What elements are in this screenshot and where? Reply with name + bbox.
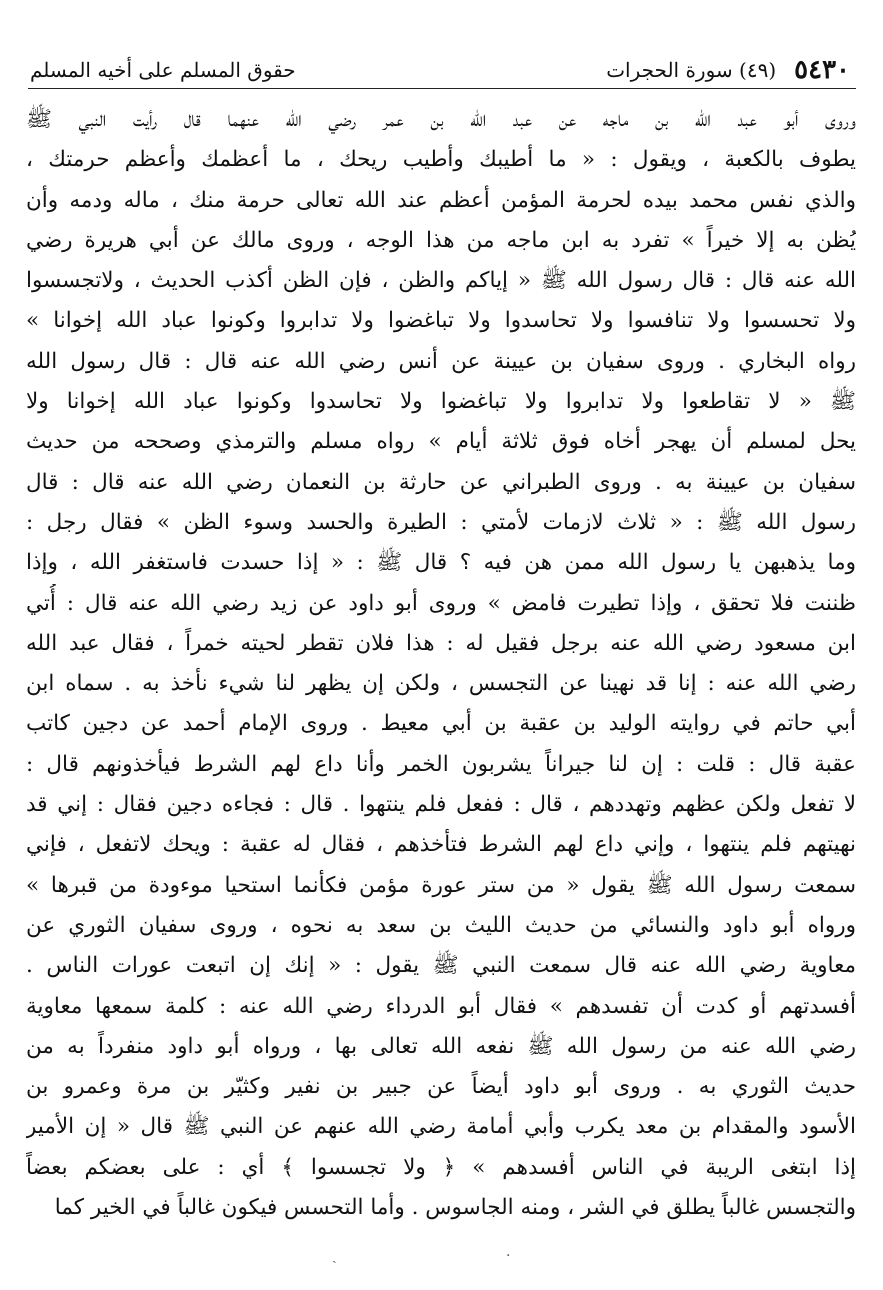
- text-line: ولا تحسسوا ولا تنافسوا ولا تحاسدوا ولا تباغضوا ولا تدابروا وكونوا عباد الله إخوانا »: [26, 308, 856, 334]
- text-line: يحل لمسلم أن يهجر أخاه فوق ثلاثة أيام » رواه مسلم والترمذي وصححه من حديث: [26, 429, 856, 455]
- text-line: الأسود والمقدام بن معد يكرب وأبي أمامة رضي الله عنهم عن النبي ﷺ قال « إن الأمير: [26, 1114, 856, 1140]
- page-header: [30, 52, 850, 88]
- text-line: حديث الثوري به . وروى أبو داود أيضاً عن جبير بن نفير وكثيّر بن مرة وعمرو بن: [26, 1074, 856, 1100]
- text-line: رضي الله عنه : إنا قد نهينا عن التجسس ، ولكن إن يظهر لنا شيء نأخذ به . سماه ابن: [26, 671, 856, 697]
- footer-mark: ˎ: [332, 1248, 337, 1264]
- text-line: عقبة قال : قلت : إن لنا جيراناً يشربون الخمر وأنا داع لهم الشرط فيأخذونهم قال :: [26, 751, 856, 777]
- footer-mark: ·: [506, 1248, 511, 1264]
- text-line: سمعت رسول الله ﷺ يقول « من ستر عورة مؤمن فكأنما استحيا موءودة من قبرها »: [26, 872, 856, 898]
- text-line: يُظن به إلا خيراً » تفرد به ابن ماجه من هذا الوجه ، وروى مالك عن أبي هريرة رضي: [26, 227, 856, 253]
- text-line: نهيتهم فلم ينتهوا ، وإني داع لهم الشرط فتأخذهم ، فقال له عقبة : ويحك لاتفعل ، فإني: [26, 832, 856, 858]
- text-line: ظننت فلا تحقق ، وإذا تطيرت فامض » وروى أبو داود عن زيد رضي الله عنه قال : أُتي: [26, 590, 856, 616]
- text-line: رواه البخاري . وروى سفيان بن عيينة عن أنس رضي الله عنه قال : قال رسول الله: [26, 348, 856, 374]
- surah-title: (٤٩) سورة الحجرات: [606, 58, 777, 82]
- text-line: ابن مسعود رضي الله عنه برجل فقيل له : هذا فلان تقطر لحيته خمراً ، فقال عبد الله: [26, 630, 856, 656]
- text-line: لا تفعل ولكن عظهم وتهددهم ، قال : ففعل فلم ينتهوا . قال : فجاءه دجين فقال : إني قد: [26, 792, 856, 818]
- header-rule: [28, 88, 856, 89]
- text-line: ﷺ « لا تقاطعوا ولا تدابروا ولا تباغضوا ولا تحاسدوا وكونوا عباد الله إخوانا ولا: [26, 389, 856, 415]
- text-line: والتجسس غالباً يطلق في الشر ، ومنه الجاسوس . وأما التحسس فيكون غالباً في الخير كما: [54, 1195, 856, 1221]
- running-title: حقوق المسلم على أخيه المسلم: [30, 58, 296, 82]
- text-line: أفسدتهم أو كدت أن تفسدهم » فقال أبو الدرداء رضي الله عنه : كلمة سمعها معاوية: [26, 993, 856, 1019]
- text-line: يطوف بالكعبة ، ويقول : « ما أطيبك وأطيب ريحك ، ما أعظمك وأعظم حرمتك ،: [26, 147, 856, 173]
- body-text: [26, 100, 856, 1228]
- text-line: ورواه أبو داود والنسائي من حديث الليث بن سعد به نحوه ، وروى سفيان الثوري عن: [26, 912, 856, 938]
- text-line: أبي حاتم في روايته الوليد بن عقبة بن أبي معيط . وروى الإمام أحمد عن دجين كاتب: [26, 711, 856, 737]
- text-line: إذا ابتغى الريبة في الناس أفسدهم » ﴿ ولا تجسسوا ﴾ أي : على بعضكم بعضاً: [26, 1154, 856, 1180]
- text-line: وروى أبو عبد الله بن ماجه عن عبد الله بن عمر رضي الله عنهما قال رأيت النبي ﷺ: [26, 107, 856, 132]
- page-number: ٥٤٣٠: [794, 55, 850, 85]
- text-line: الله عنه قال : قال رسول الله ﷺ « إياكم والظن ، فإن الظن أكذب الحديث ، ولاتجسسوا: [26, 268, 856, 294]
- text-line: معاوية رضي الله عنه قال سمعت النبي ﷺ يقول : « إنك إن اتبعت عورات الناس .: [26, 953, 856, 979]
- text-line: والذي نفس محمد بيده لحرمة المؤمن أعظم عند الله تعالى حرمة منك ، ماله ودمه وأن: [26, 187, 856, 213]
- text-line: سفيان بن عيينة به . وروى الطبراني عن حارثة بن النعمان رضي الله عنه قال : قال: [26, 469, 856, 495]
- text-line: وما يذهبهن يا رسول الله ممن هن فيه ؟ قال ﷺ : « إذا حسدت فاستغفر الله ، وإذا: [26, 550, 856, 576]
- text-line: رضي الله عنه من رسول الله ﷺ نفعه الله تعالى بها ، ورواه أبو داود منفرداً به من: [26, 1033, 856, 1059]
- text-line: رسول الله ﷺ : « ثلاث لازمات لأمتي : الطيرة والحسد وسوء الظن » فقال رجل :: [26, 509, 856, 535]
